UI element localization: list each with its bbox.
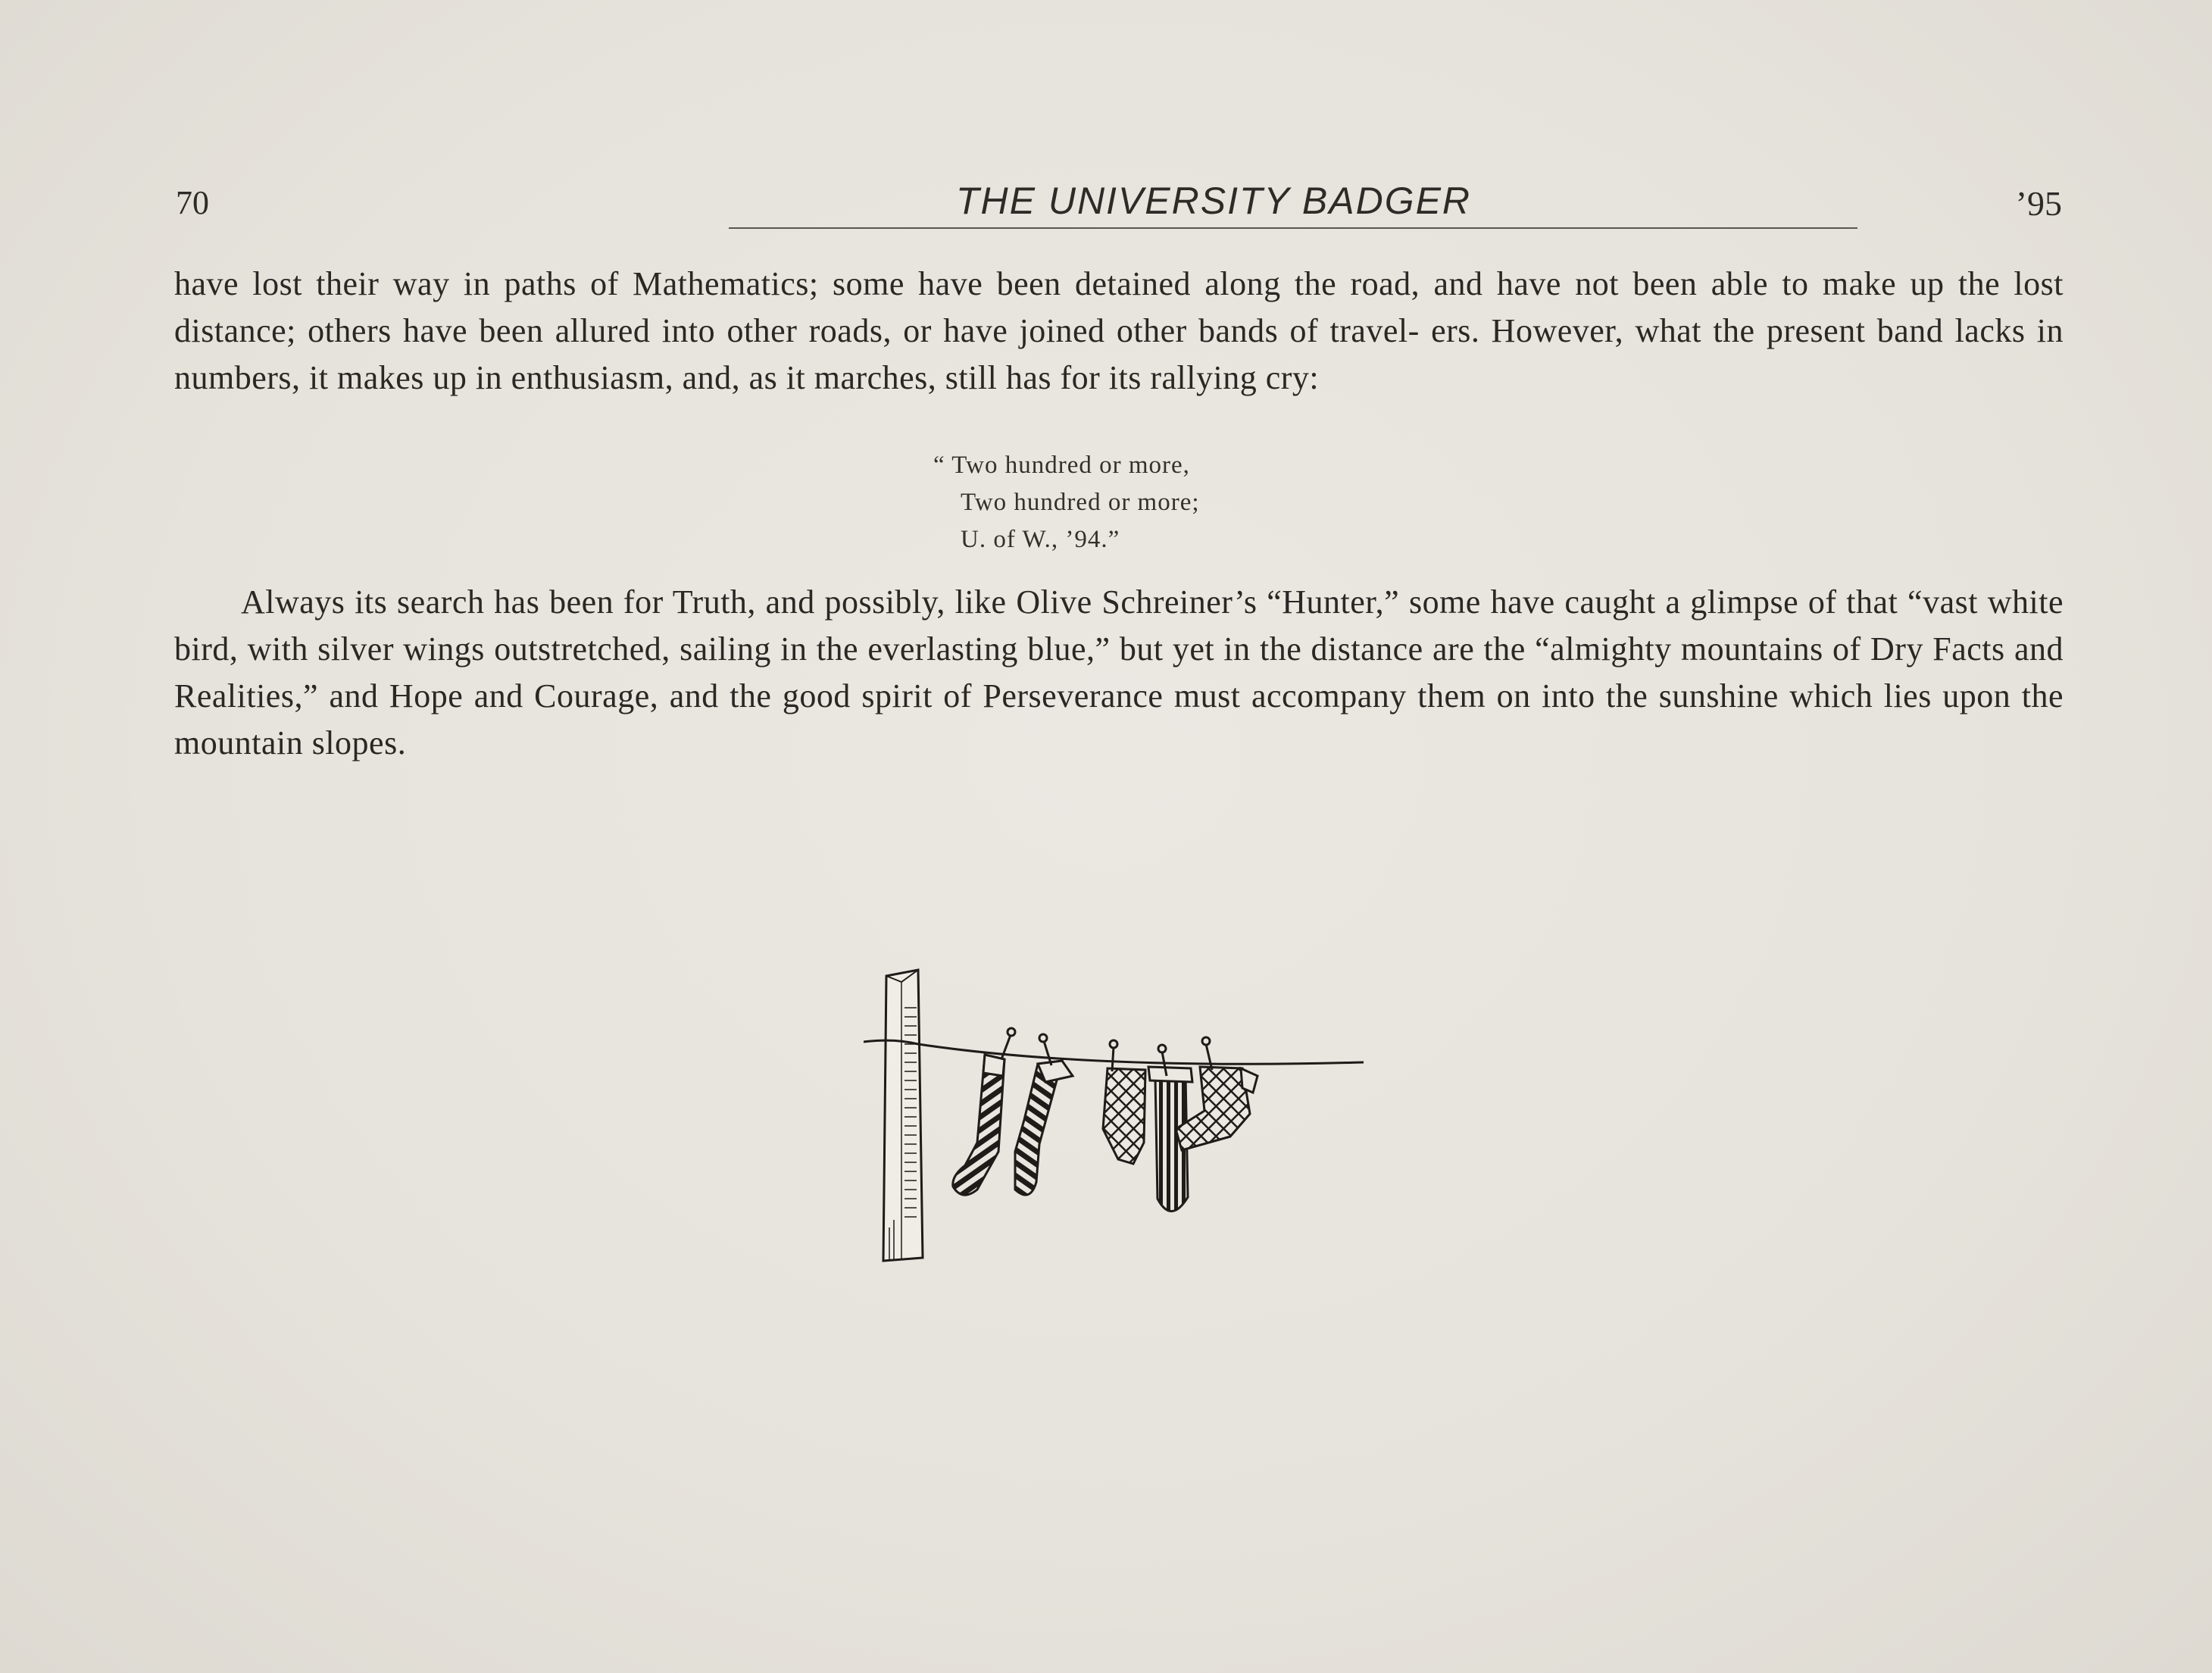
running-title: THE UNIVERSITY BADGER xyxy=(955,180,1472,222)
verse-line-3: U. of W., ’94.” xyxy=(961,526,1120,553)
clothesline-socks-icon xyxy=(864,962,1371,1265)
page-header xyxy=(176,173,2062,233)
paragraph-2: Always its search has been for Truth, and possibly, like Olive Schreiner’s “Hunter,” some have caught a glimpse of that “vast white bird, with silver wings outstretched, sailing in the everlasting blue,” but yet in the distance are the “almighty mountains of Dry Facts and Realities,” and Hope and Courage, and the good spirit of Perseverance must accompany them on into the sunshine which lies upon the mountain slopes. xyxy=(174,583,2064,761)
striped-sock-left xyxy=(953,1055,1004,1195)
rallying-cry-verse xyxy=(933,447,1200,558)
striped-sock-right xyxy=(1015,1061,1073,1195)
page-number: 70 xyxy=(176,184,209,221)
patterned-sock-left xyxy=(1103,1068,1145,1164)
verse-line-2: Two hundred or more; xyxy=(961,489,1200,516)
paragraph-1: have lost their way in paths of Mathematics; some have been detained along the road, and have not been able to make up the lost distance; others have been allured into other roads, or have joined other bands of travel- ers. However, what the present band lacks in numbers, it makes up in enthusiasm, and, as it marches, still has for its rallying cry: xyxy=(174,265,2064,396)
class-year: ’95 xyxy=(2015,184,2062,223)
verse-line-1: “ Two hundred or more, xyxy=(933,452,1190,479)
wooden-post xyxy=(883,970,923,1261)
header-rule xyxy=(729,227,1857,229)
